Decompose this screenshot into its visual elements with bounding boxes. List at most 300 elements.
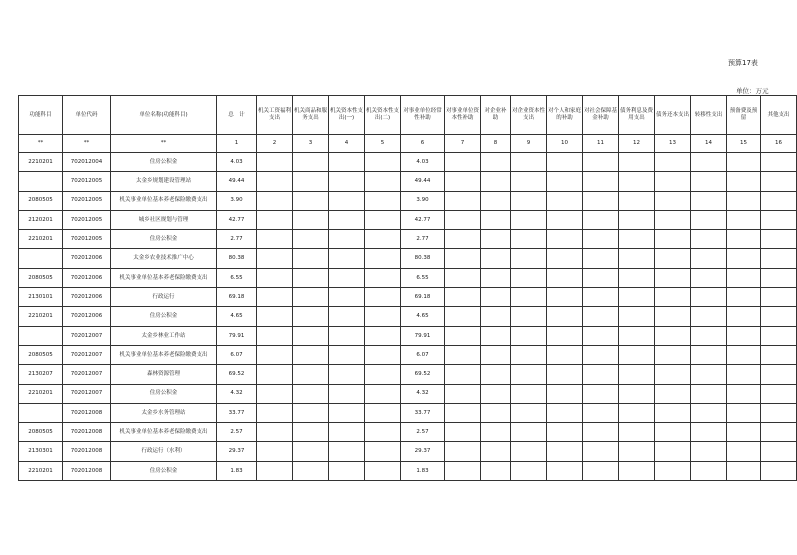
table-row: [19, 345, 797, 364]
empty-cell: [761, 384, 797, 403]
unit-name-cell: 机关事业单位基本养老保险缴费支出: [111, 268, 217, 287]
empty-cell: [511, 365, 547, 384]
empty-cell: [329, 326, 365, 345]
column-header: 单位名称(功能科目): [111, 96, 217, 135]
empty-cell: [511, 230, 547, 249]
empty-cell: [365, 326, 401, 345]
empty-cell: [511, 210, 547, 229]
empty-cell: [655, 268, 691, 287]
total-cell: 80.38: [217, 249, 257, 268]
unit-name-cell: 城乡社区规划与管理: [111, 210, 217, 229]
index-cell: **: [19, 135, 63, 153]
table-row: [19, 423, 797, 442]
empty-cell: [365, 153, 401, 172]
empty-cell: [619, 268, 655, 287]
empty-cell: [655, 345, 691, 364]
empty-cell: [329, 423, 365, 442]
empty-cell: [761, 423, 797, 442]
empty-cell: [445, 365, 481, 384]
empty-cell: [727, 442, 761, 461]
empty-cell: [365, 461, 401, 480]
unit-code-cell: 702012004: [63, 153, 111, 172]
index-cell: 15: [727, 135, 761, 153]
empty-cell: [445, 423, 481, 442]
table-row: [19, 365, 797, 384]
unit-code-cell: 702012005: [63, 230, 111, 249]
empty-cell: [655, 423, 691, 442]
empty-cell: [547, 384, 583, 403]
table-row: [19, 307, 797, 326]
total-cell: 3.90: [217, 191, 257, 210]
empty-cell: [329, 403, 365, 422]
unit-code-cell: 702012007: [63, 326, 111, 345]
empty-cell: [727, 230, 761, 249]
empty-cell: [727, 249, 761, 268]
empty-cell: [655, 249, 691, 268]
operating-subsidy-cell: 49.44: [401, 172, 445, 191]
empty-cell: [445, 307, 481, 326]
operating-subsidy-cell: 29.37: [401, 442, 445, 461]
budget-table: [18, 95, 797, 481]
empty-cell: [329, 345, 365, 364]
empty-cell: [365, 423, 401, 442]
function-code-cell: 2130207: [19, 365, 63, 384]
operating-subsidy-cell: 1.83: [401, 461, 445, 480]
empty-cell: [547, 288, 583, 307]
empty-cell: [481, 288, 511, 307]
empty-cell: [257, 345, 293, 364]
operating-subsidy-cell: 6.07: [401, 345, 445, 364]
empty-cell: [445, 345, 481, 364]
function-code-cell: 2210201: [19, 230, 63, 249]
empty-cell: [619, 384, 655, 403]
table-row: [19, 326, 797, 345]
empty-cell: [481, 403, 511, 422]
empty-cell: [727, 210, 761, 229]
column-header: 债务利息及费用支出: [619, 96, 655, 135]
empty-cell: [761, 230, 797, 249]
empty-cell: [293, 423, 329, 442]
total-cell: 33.77: [217, 403, 257, 422]
empty-cell: [583, 191, 619, 210]
unit-code-cell: 702012006: [63, 288, 111, 307]
unit-name-cell: 机关事业单位基本养老保险缴费支出: [111, 423, 217, 442]
unit-code-cell: 702012005: [63, 191, 111, 210]
column-header: 对个人和家庭的补助: [547, 96, 583, 135]
empty-cell: [547, 345, 583, 364]
empty-cell: [445, 191, 481, 210]
empty-cell: [365, 288, 401, 307]
empty-cell: [329, 230, 365, 249]
empty-cell: [257, 172, 293, 191]
empty-cell: [655, 403, 691, 422]
empty-cell: [257, 230, 293, 249]
empty-cell: [547, 268, 583, 287]
empty-cell: [619, 326, 655, 345]
empty-cell: [691, 210, 727, 229]
empty-cell: [583, 384, 619, 403]
empty-cell: [365, 172, 401, 191]
column-header: 对社会保障基金补助: [583, 96, 619, 135]
empty-cell: [727, 461, 761, 480]
unit-name-cell: 住房公积金: [111, 307, 217, 326]
empty-cell: [365, 345, 401, 364]
total-cell: 6.55: [217, 268, 257, 287]
index-cell: 5: [365, 135, 401, 153]
empty-cell: [329, 268, 365, 287]
empty-cell: [329, 288, 365, 307]
empty-cell: [761, 345, 797, 364]
empty-cell: [691, 153, 727, 172]
empty-cell: [727, 326, 761, 345]
empty-cell: [481, 210, 511, 229]
empty-cell: [655, 326, 691, 345]
empty-cell: [511, 268, 547, 287]
empty-cell: [619, 365, 655, 384]
empty-cell: [583, 249, 619, 268]
empty-cell: [481, 461, 511, 480]
empty-cell: [257, 210, 293, 229]
total-cell: 79.91: [217, 326, 257, 345]
empty-cell: [445, 326, 481, 345]
unit-name-cell: 行政运行（水利）: [111, 442, 217, 461]
index-cell: 3: [293, 135, 329, 153]
empty-cell: [761, 153, 797, 172]
empty-cell: [583, 307, 619, 326]
function-code-cell: 2130301: [19, 442, 63, 461]
empty-cell: [691, 288, 727, 307]
empty-cell: [583, 403, 619, 422]
empty-cell: [655, 230, 691, 249]
table-row: [19, 230, 797, 249]
table-row: [19, 403, 797, 422]
empty-cell: [583, 210, 619, 229]
table-row: [19, 172, 797, 191]
empty-cell: [293, 210, 329, 229]
empty-cell: [511, 326, 547, 345]
empty-cell: [329, 153, 365, 172]
empty-cell: [445, 210, 481, 229]
index-cell: 4: [329, 135, 365, 153]
empty-cell: [727, 345, 761, 364]
empty-cell: [365, 268, 401, 287]
empty-cell: [727, 384, 761, 403]
operating-subsidy-cell: 6.55: [401, 268, 445, 287]
empty-cell: [365, 210, 401, 229]
empty-cell: [329, 249, 365, 268]
empty-cell: [481, 384, 511, 403]
empty-cell: [481, 442, 511, 461]
empty-cell: [445, 384, 481, 403]
function-code-cell: 2130101: [19, 288, 63, 307]
index-cell: **: [111, 135, 217, 153]
index-cell: 16: [761, 135, 797, 153]
empty-cell: [481, 423, 511, 442]
empty-cell: [329, 307, 365, 326]
total-cell: 29.37: [217, 442, 257, 461]
table-row: [19, 384, 797, 403]
index-cell: 12: [619, 135, 655, 153]
column-header: 转移性支出: [691, 96, 727, 135]
column-header: 机关商品和服务支出: [293, 96, 329, 135]
column-header: 总 计: [217, 96, 257, 135]
empty-cell: [481, 345, 511, 364]
index-cell: 14: [691, 135, 727, 153]
empty-cell: [619, 307, 655, 326]
empty-cell: [257, 423, 293, 442]
empty-cell: [691, 268, 727, 287]
empty-cell: [481, 268, 511, 287]
empty-cell: [481, 191, 511, 210]
empty-cell: [445, 288, 481, 307]
empty-cell: [257, 191, 293, 210]
empty-cell: [511, 249, 547, 268]
empty-cell: [655, 442, 691, 461]
function-code-cell: 2210201: [19, 461, 63, 480]
column-header: 机关资本性支出(二): [365, 96, 401, 135]
empty-cell: [481, 230, 511, 249]
empty-cell: [619, 230, 655, 249]
unit-code-cell: 702012007: [63, 345, 111, 364]
empty-cell: [619, 249, 655, 268]
empty-cell: [583, 230, 619, 249]
empty-cell: [727, 423, 761, 442]
function-code-cell: [19, 326, 63, 345]
unit-name-cell: 太金乡农业技术推广中心: [111, 249, 217, 268]
empty-cell: [257, 326, 293, 345]
empty-cell: [547, 230, 583, 249]
unit-name-cell: 住房公积金: [111, 230, 217, 249]
empty-cell: [511, 153, 547, 172]
column-header: 对事业单位资本性补助: [445, 96, 481, 135]
empty-cell: [655, 191, 691, 210]
empty-cell: [481, 153, 511, 172]
total-cell: 2.57: [217, 423, 257, 442]
empty-cell: [365, 403, 401, 422]
empty-cell: [691, 172, 727, 191]
empty-cell: [257, 268, 293, 287]
empty-cell: [257, 442, 293, 461]
empty-cell: [293, 249, 329, 268]
function-code-cell: 2080505: [19, 191, 63, 210]
operating-subsidy-cell: 42.77: [401, 210, 445, 229]
table-row: [19, 249, 797, 268]
function-code-cell: 2210201: [19, 153, 63, 172]
empty-cell: [511, 423, 547, 442]
empty-cell: [293, 172, 329, 191]
index-cell: 9: [511, 135, 547, 153]
empty-cell: [329, 210, 365, 229]
empty-cell: [445, 442, 481, 461]
empty-cell: [365, 307, 401, 326]
empty-cell: [257, 307, 293, 326]
empty-cell: [761, 210, 797, 229]
index-cell: 11: [583, 135, 619, 153]
empty-cell: [761, 307, 797, 326]
column-header: 单位代码: [63, 96, 111, 135]
empty-cell: [761, 249, 797, 268]
operating-subsidy-cell: 80.38: [401, 249, 445, 268]
function-code-cell: 2080505: [19, 345, 63, 364]
total-cell: 4.03: [217, 153, 257, 172]
column-header: 对事业单位经常性补助: [401, 96, 445, 135]
empty-cell: [365, 249, 401, 268]
header-row: [19, 96, 797, 135]
empty-cell: [511, 345, 547, 364]
operating-subsidy-cell: 79.91: [401, 326, 445, 345]
total-cell: 4.32: [217, 384, 257, 403]
index-cell: 10: [547, 135, 583, 153]
empty-cell: [583, 268, 619, 287]
index-cell: 1: [217, 135, 257, 153]
empty-cell: [257, 461, 293, 480]
empty-cell: [329, 461, 365, 480]
operating-subsidy-cell: 4.65: [401, 307, 445, 326]
empty-cell: [619, 288, 655, 307]
unit-name-cell: 太金乡规划建设管理站: [111, 172, 217, 191]
empty-cell: [691, 423, 727, 442]
empty-cell: [293, 307, 329, 326]
unit-code-cell: 702012005: [63, 210, 111, 229]
empty-cell: [761, 326, 797, 345]
empty-cell: [481, 307, 511, 326]
empty-cell: [691, 191, 727, 210]
empty-cell: [691, 345, 727, 364]
empty-cell: [655, 288, 691, 307]
unit-name-cell: 太金乡林业工作站: [111, 326, 217, 345]
empty-cell: [329, 365, 365, 384]
empty-cell: [511, 384, 547, 403]
function-code-cell: 2210201: [19, 384, 63, 403]
empty-cell: [329, 442, 365, 461]
empty-cell: [257, 249, 293, 268]
empty-cell: [257, 384, 293, 403]
total-cell: 69.18: [217, 288, 257, 307]
empty-cell: [547, 307, 583, 326]
empty-cell: [761, 365, 797, 384]
empty-cell: [329, 191, 365, 210]
empty-cell: [445, 172, 481, 191]
empty-cell: [293, 153, 329, 172]
empty-cell: [727, 365, 761, 384]
empty-cell: [583, 345, 619, 364]
column-header: 机关资本性支出(一): [329, 96, 365, 135]
empty-cell: [257, 153, 293, 172]
function-code-cell: 2080505: [19, 268, 63, 287]
function-code-cell: [19, 249, 63, 268]
empty-cell: [655, 384, 691, 403]
empty-cell: [727, 172, 761, 191]
empty-cell: [547, 153, 583, 172]
empty-cell: [329, 172, 365, 191]
table-row: [19, 442, 797, 461]
empty-cell: [293, 442, 329, 461]
empty-cell: [257, 288, 293, 307]
operating-subsidy-cell: 4.32: [401, 384, 445, 403]
unit-name-cell: 机关事业单位基本养老保险缴费支出: [111, 345, 217, 364]
table-row: [19, 191, 797, 210]
empty-cell: [481, 365, 511, 384]
empty-cell: [727, 288, 761, 307]
empty-cell: [547, 172, 583, 191]
empty-cell: [583, 442, 619, 461]
empty-cell: [511, 442, 547, 461]
empty-cell: [547, 442, 583, 461]
empty-cell: [583, 153, 619, 172]
empty-cell: [691, 442, 727, 461]
column-header: 债务还本支出: [655, 96, 691, 135]
column-header: 其他支出: [761, 96, 797, 135]
table-row: [19, 268, 797, 287]
empty-cell: [481, 172, 511, 191]
empty-cell: [445, 268, 481, 287]
empty-cell: [727, 153, 761, 172]
empty-cell: [547, 249, 583, 268]
total-cell: 69.52: [217, 365, 257, 384]
empty-cell: [547, 461, 583, 480]
empty-cell: [547, 326, 583, 345]
empty-cell: [511, 288, 547, 307]
empty-cell: [583, 326, 619, 345]
operating-subsidy-cell: 69.52: [401, 365, 445, 384]
unit-code-cell: 702012008: [63, 403, 111, 422]
empty-cell: [619, 442, 655, 461]
empty-cell: [655, 153, 691, 172]
empty-cell: [619, 403, 655, 422]
empty-cell: [257, 403, 293, 422]
unit-code-cell: 702012006: [63, 307, 111, 326]
total-cell: 2.77: [217, 230, 257, 249]
empty-cell: [547, 365, 583, 384]
empty-cell: [481, 249, 511, 268]
empty-cell: [583, 365, 619, 384]
empty-cell: [583, 423, 619, 442]
empty-cell: [547, 191, 583, 210]
unit-name-cell: 森林资源管理: [111, 365, 217, 384]
table-id: 预算17表: [728, 59, 758, 67]
total-cell: 42.77: [217, 210, 257, 229]
empty-cell: [691, 230, 727, 249]
unit-name-cell: 机关事业单位基本养老保险缴费支出: [111, 191, 217, 210]
empty-cell: [761, 268, 797, 287]
unit-code-cell: 702012006: [63, 268, 111, 287]
unit-code-cell: 702012008: [63, 442, 111, 461]
column-header: 对企业资本性支出: [511, 96, 547, 135]
empty-cell: [293, 191, 329, 210]
empty-cell: [619, 461, 655, 480]
empty-cell: [511, 191, 547, 210]
empty-cell: [761, 288, 797, 307]
empty-cell: [761, 191, 797, 210]
empty-cell: [691, 307, 727, 326]
table-row: [19, 288, 797, 307]
unit-name-cell: 住房公积金: [111, 461, 217, 480]
empty-cell: [511, 403, 547, 422]
empty-cell: [691, 365, 727, 384]
empty-cell: [293, 288, 329, 307]
empty-cell: [655, 210, 691, 229]
empty-cell: [365, 191, 401, 210]
column-header: 功能科目: [19, 96, 63, 135]
empty-cell: [445, 230, 481, 249]
empty-cell: [293, 230, 329, 249]
empty-cell: [761, 403, 797, 422]
empty-cell: [511, 307, 547, 326]
index-cell: **: [63, 135, 111, 153]
empty-cell: [511, 461, 547, 480]
empty-cell: [691, 326, 727, 345]
empty-cell: [727, 191, 761, 210]
